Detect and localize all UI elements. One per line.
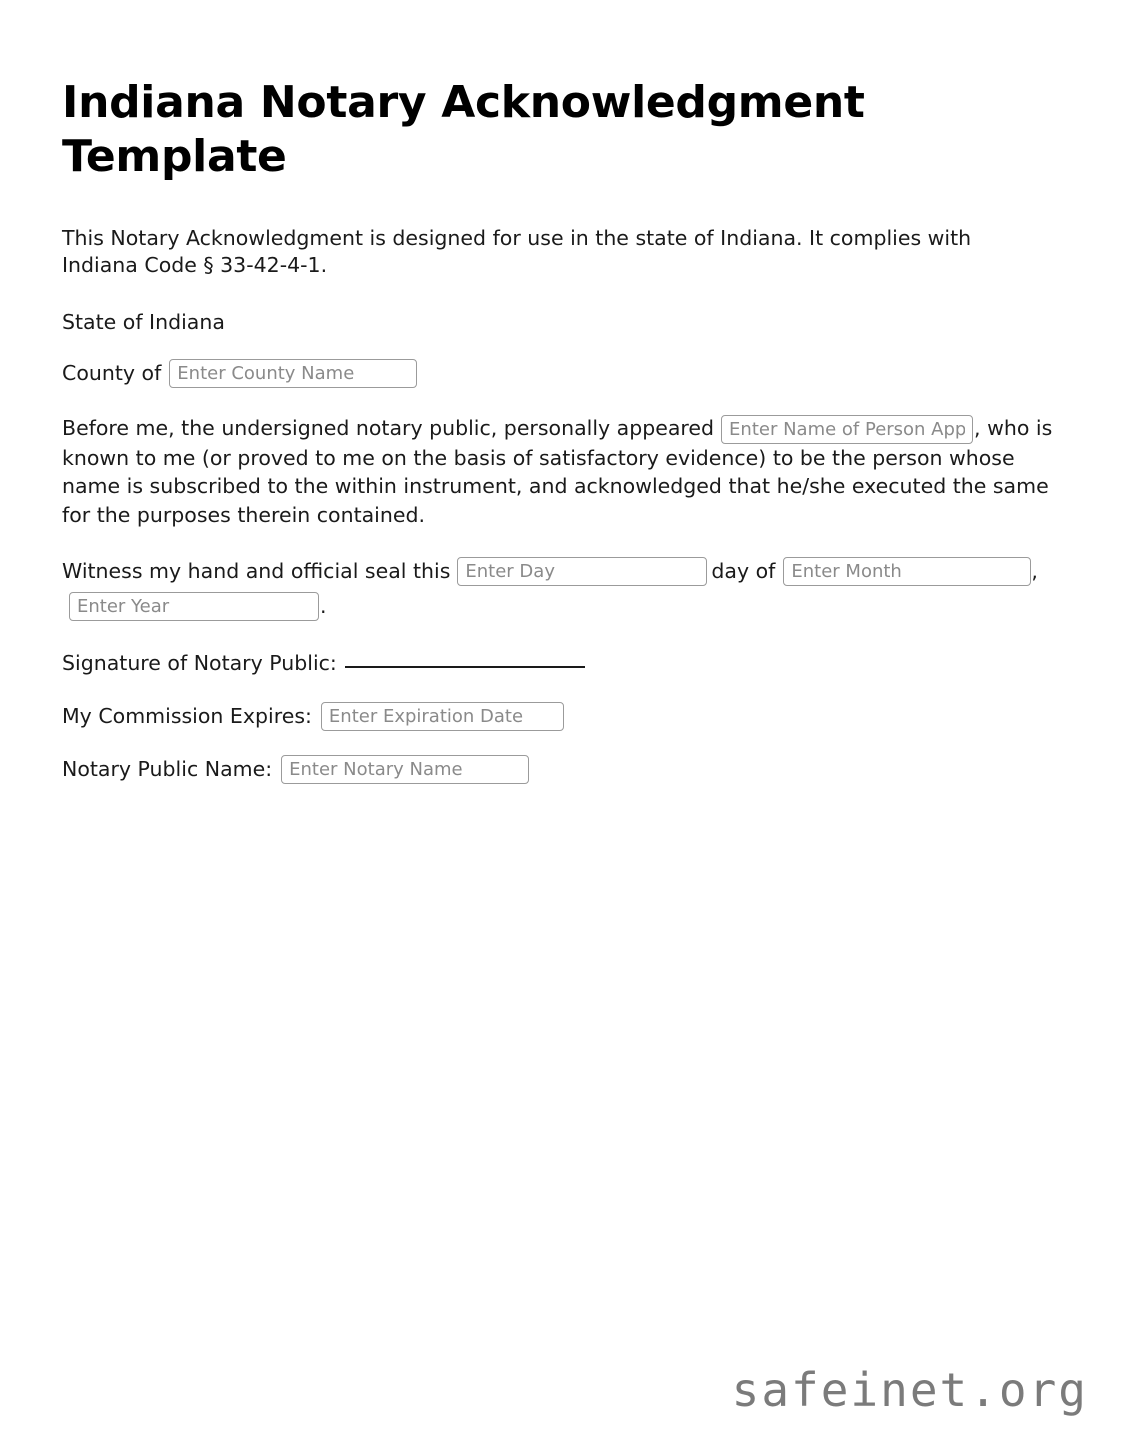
expiration-date-input[interactable] (321, 702, 564, 731)
witness-row (62, 530, 1062, 624)
witness-prefix: Witness my hand and official seal this (62, 558, 451, 583)
acknowledgment-prefix: Before me, the undersigned notary public, personally appeared (62, 416, 715, 441)
county-input[interactable] (169, 359, 417, 388)
intro-paragraph: This Notary Acknowledgment is designed for use in the state of Indiana. It complies with Indiana Code § 33-42-4-1. (62, 226, 972, 277)
day-input[interactable] (457, 557, 707, 586)
county-label: County of (62, 361, 162, 386)
notary-name-input[interactable] (281, 755, 529, 784)
commission-row (62, 676, 1062, 731)
person-appearing-input[interactable] (721, 415, 973, 444)
acknowledgment-paragraph (62, 388, 1062, 530)
witness-period: . (320, 593, 327, 618)
month-input[interactable] (783, 557, 1031, 586)
acknowledgment-suffix: , who is known to me (or proved to me on the basis of satisfactory evidence) to be the person whose name is subscribed to the within instrument, and acknowledged that he/she executed the same for the purposes therein contained. (62, 416, 1053, 528)
witness-comma: , (1031, 558, 1038, 583)
commission-label: My Commission Expires: (62, 704, 312, 729)
year-input[interactable] (69, 592, 319, 621)
page-title: Indiana Notary Acknowledgment Template (62, 77, 865, 182)
county-row (62, 335, 1062, 388)
signature-row (62, 624, 1062, 677)
state-line: State of Indiana (62, 309, 225, 334)
signature-rule (345, 666, 585, 668)
notary-name-row (62, 731, 1062, 784)
signature-label: Signature of Notary Public: (62, 650, 337, 675)
notary-name-label: Notary Public Name: (62, 757, 273, 782)
witness-day-of-label: day of (711, 558, 776, 583)
site-watermark: safeinet.org (731, 1363, 1088, 1417)
